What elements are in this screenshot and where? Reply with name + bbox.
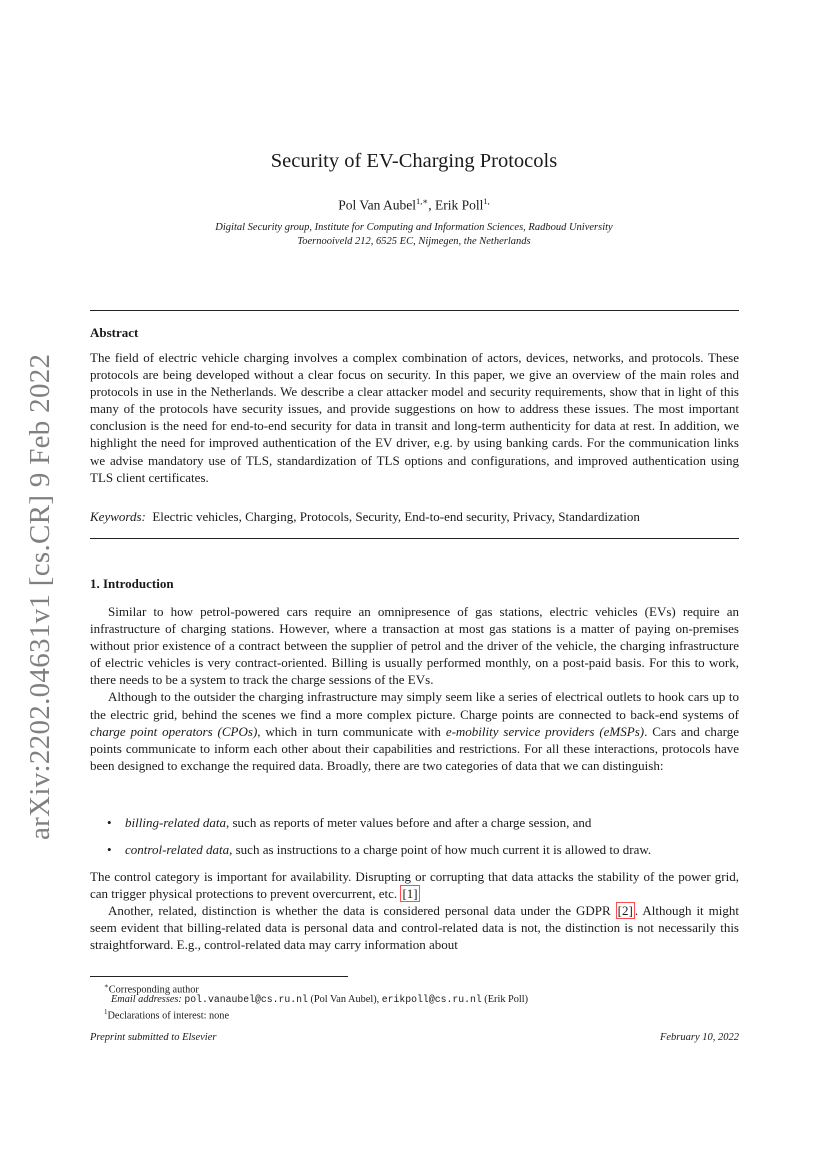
- email-label: Email addresses:: [111, 994, 182, 1005]
- term-emsp: e-mobility service providers (eMSPs): [445, 723, 645, 739]
- bullet-icon: •: [107, 815, 112, 830]
- keywords-line: [90, 509, 739, 525]
- paragraph-text: The control category is important for availability. Disrupting or corrupting that data attacks the stability of the power grid, can trigger physical protections to prevent overcurrent, etc.: [90, 869, 739, 902]
- paper-title: Security of EV-Charging Protocols: [270, 150, 558, 172]
- email-owner: (Pol Van Aubel),: [307, 994, 382, 1005]
- footnote-declarations: [104, 1006, 764, 1022]
- affiliation: [0, 221, 828, 249]
- abstract-heading: Abstract: [90, 325, 139, 340]
- affiliation-line: Digital Security group, Institute for Computing and Information Sciences, Radboud University: [215, 222, 613, 233]
- email-link[interactable]: pol.vanaubel@cs.ru.nl: [184, 994, 308, 1005]
- author-affil-mark: 1,: [483, 196, 490, 206]
- footnote-text: Corresponding author: [108, 984, 199, 996]
- footnote-mark: 1: [104, 1008, 108, 1016]
- email-owner: (Erik Poll): [481, 994, 529, 1005]
- intro-paragraph-2: [90, 688, 739, 773]
- section-heading: 1. Introduction: [90, 576, 174, 591]
- author-affil-mark: 1,∗: [416, 196, 429, 206]
- footnote-rule: [90, 976, 348, 977]
- term-cpo: charge point operators (CPOs): [90, 723, 258, 739]
- keywords-text: Electric vehicles, Charging, Protocols, Security, End-to-end security, Privacy, Standardization: [152, 509, 640, 524]
- paragraph-text: . Although it might seem evident that billing-related data is personal data and control-related data is not, the distinction is not necessarily this straightforward. E.g., control-related data may carry information about: [90, 903, 739, 953]
- citation-link[interactable]: [2]: [617, 903, 633, 919]
- intro-paragraph-3: [90, 868, 739, 902]
- footnote-text: Declarations of interest: none: [107, 1010, 230, 1022]
- bullet-rest: , such as reports of meter values before and after a charge session, and: [225, 815, 592, 830]
- bullet-term: control-related data: [125, 842, 230, 857]
- paragraph-text: Although to the outsider the charging infrastructure may simply seem like a series of electrical outlets to hook cars up to the electric grid, behind the scenes we find a more complex picture. Charge points are connected to back-end systems of: [90, 689, 739, 722]
- email-link[interactable]: erikpoll@cs.ru.nl: [381, 994, 482, 1005]
- arxiv-stamp: arXiv:2202.04631v1 [cs.CR] 9 Feb 2022: [24, 353, 56, 840]
- bullet-text: [125, 842, 651, 858]
- bullet-term: billing-related data: [125, 815, 226, 830]
- footnote-mark: ∗: [104, 982, 109, 990]
- author-separator: ,: [428, 197, 435, 213]
- intro-paragraphs: [90, 603, 739, 774]
- intro-continuation: [90, 868, 739, 953]
- bullet-icon: •: [107, 842, 112, 857]
- paragraph-text: . Cars and charge points communicate to inform each other about their capabilities and restrictions. For all these interactions, protocols have been designed to exchange the required data. Broadly, there are two categories of data that we can distinguish:: [90, 723, 740, 773]
- bullet-text: [125, 815, 591, 831]
- abstract-bottom-rule: [90, 538, 739, 539]
- preprint-note: Preprint submitted to Elsevier: [90, 1032, 217, 1043]
- citation-link[interactable]: [1]: [402, 886, 418, 902]
- keywords-label: Keywords:: [90, 509, 146, 524]
- author-name: Erik Poll: [434, 197, 484, 213]
- abstract-body: The field of electric vehicle charging involves a complex combination of actors, devices, networks, and protocols. These protocols are being developed without a clear focus on security. In this paper, we give an overview of the main roles and protocols in use in the Netherlands. We describe a clear attacker model and security requirements, show that in light of this many of the protocols have security issues, and provide suggestions on how to address these issues. The most important conclusion is the need for end-to-end security for data in transit and long-term authenticity for data at rest. In addition, we highlight the need for improved authentication of the EV driver, e.g. by using banking cards. For the communication links we advise mandatory use of TLS, standardization of TLS options and configurations, and improved authentication using TLS client certificates.: [90, 350, 739, 485]
- abstract-top-rule: [90, 310, 739, 311]
- author-name: Pol Van Aubel: [338, 197, 417, 213]
- paragraph-text: Another, related, distinction is whether the data is considered personal data under the GDPR: [108, 903, 616, 919]
- intro-paragraph-4: [90, 902, 739, 953]
- paragraph-text: , which in turn communicate with: [257, 723, 446, 739]
- author-line: [0, 196, 828, 214]
- bullet-rest: , such as instructions to a charge point of how much current it is allowed to draw.: [229, 842, 652, 857]
- affiliation-line: Toernooiveld 212, 6525 EC, Nijmegen, the Netherlands: [297, 236, 531, 247]
- date-note: February 10, 2022: [659, 1032, 739, 1043]
- intro-paragraph-1: Similar to how petrol-powered cars require an omnipresence of gas stations, electric vehicles (EVs) require an infrastructure of charging stations. However, where a transaction at most gas stations is a matter of paying on-premises without prior existence of a contract between the supplier of petrol and the driver of the vehicle, the charging infrastructure of electric vehicles is very contract-oriented. Billing is usually performed monthly, on a post-paid basis. For this to work, there needs to be a system to track the charge sessions of the EVs.: [90, 604, 739, 688]
- footnote-emails: [111, 993, 771, 1006]
